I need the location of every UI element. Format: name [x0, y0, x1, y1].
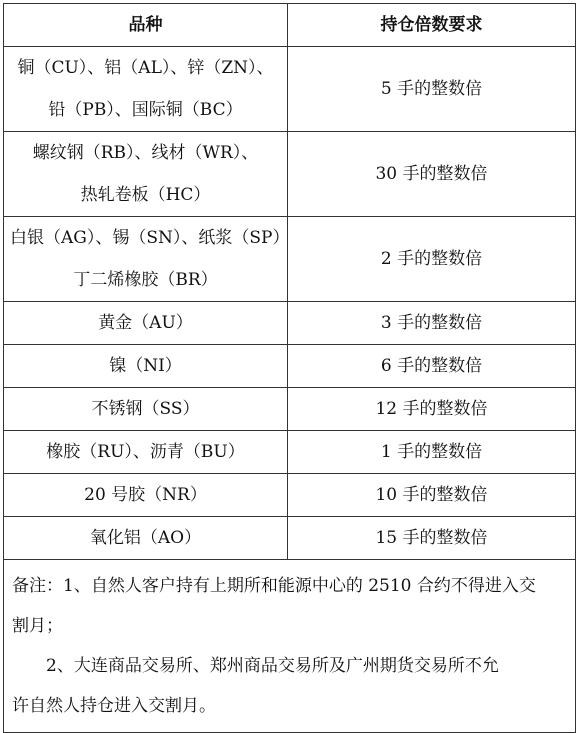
header-variety: 品种 [4, 4, 288, 47]
note-text: 备注：1、自然人客户持有上期所和能源中心的 2510 合约不得进入交 [12, 576, 536, 596]
header-requirement: 持仓倍数要求 [288, 4, 576, 47]
variety-text: 铅（PB）、国际铜（BC） [48, 100, 243, 120]
table-row [4, 517, 576, 560]
requirement-cell: 10 手的整数倍 [288, 474, 576, 517]
variety-cell: 不锈钢（SS） [4, 388, 288, 431]
table-row [4, 217, 576, 302]
position-multiple-table [3, 3, 576, 733]
requirement-cell: 5 手的整数倍 [288, 47, 576, 132]
note-text: 2、大连商品交易所、郑州商品交易所及广州期货交易所不允 [46, 656, 499, 676]
table-row [4, 47, 576, 132]
note-text: 割月； [12, 616, 63, 636]
table-row [4, 431, 576, 474]
variety-text: 螺纹钢（RB）、线材（WR）、 [32, 143, 259, 163]
variety-cell: 镍（NI） [4, 345, 288, 388]
variety-cell [4, 217, 288, 302]
table-header-row [4, 4, 576, 47]
variety-cell: 橡胶（RU）、沥青（BU） [4, 431, 288, 474]
table-row [4, 132, 576, 217]
variety-cell: 20 号胶（NR） [4, 474, 288, 517]
requirement-cell: 30 手的整数倍 [288, 132, 576, 217]
variety-text: 丁二烯橡胶（BR） [73, 270, 218, 290]
requirement-cell: 2 手的整数倍 [288, 217, 576, 302]
variety-cell: 氧化铝（AO） [4, 517, 288, 560]
table-row [4, 474, 576, 517]
table-row [4, 388, 576, 431]
note-cell [4, 560, 576, 733]
note-row [4, 560, 576, 733]
requirement-cell: 3 手的整数倍 [288, 302, 576, 345]
variety-text: 白银（AG）、锡（SN）、纸浆（SP） [10, 228, 290, 248]
variety-cell [4, 132, 288, 217]
note-text: 许自然人持仓进入交割月。 [12, 696, 216, 716]
variety-text: 热轧卷板（HC） [80, 185, 211, 205]
variety-cell [4, 47, 288, 132]
document [3, 3, 575, 723]
variety-text: 铜（CU）、铝（AL）、锌（ZN）、 [17, 58, 274, 78]
requirement-cell: 6 手的整数倍 [288, 345, 576, 388]
requirement-cell: 12 手的整数倍 [288, 388, 576, 431]
table-row [4, 345, 576, 388]
variety-cell: 黄金（AU） [4, 302, 288, 345]
table-row [4, 302, 576, 345]
requirement-cell: 15 手的整数倍 [288, 517, 576, 560]
requirement-cell: 1 手的整数倍 [288, 431, 576, 474]
